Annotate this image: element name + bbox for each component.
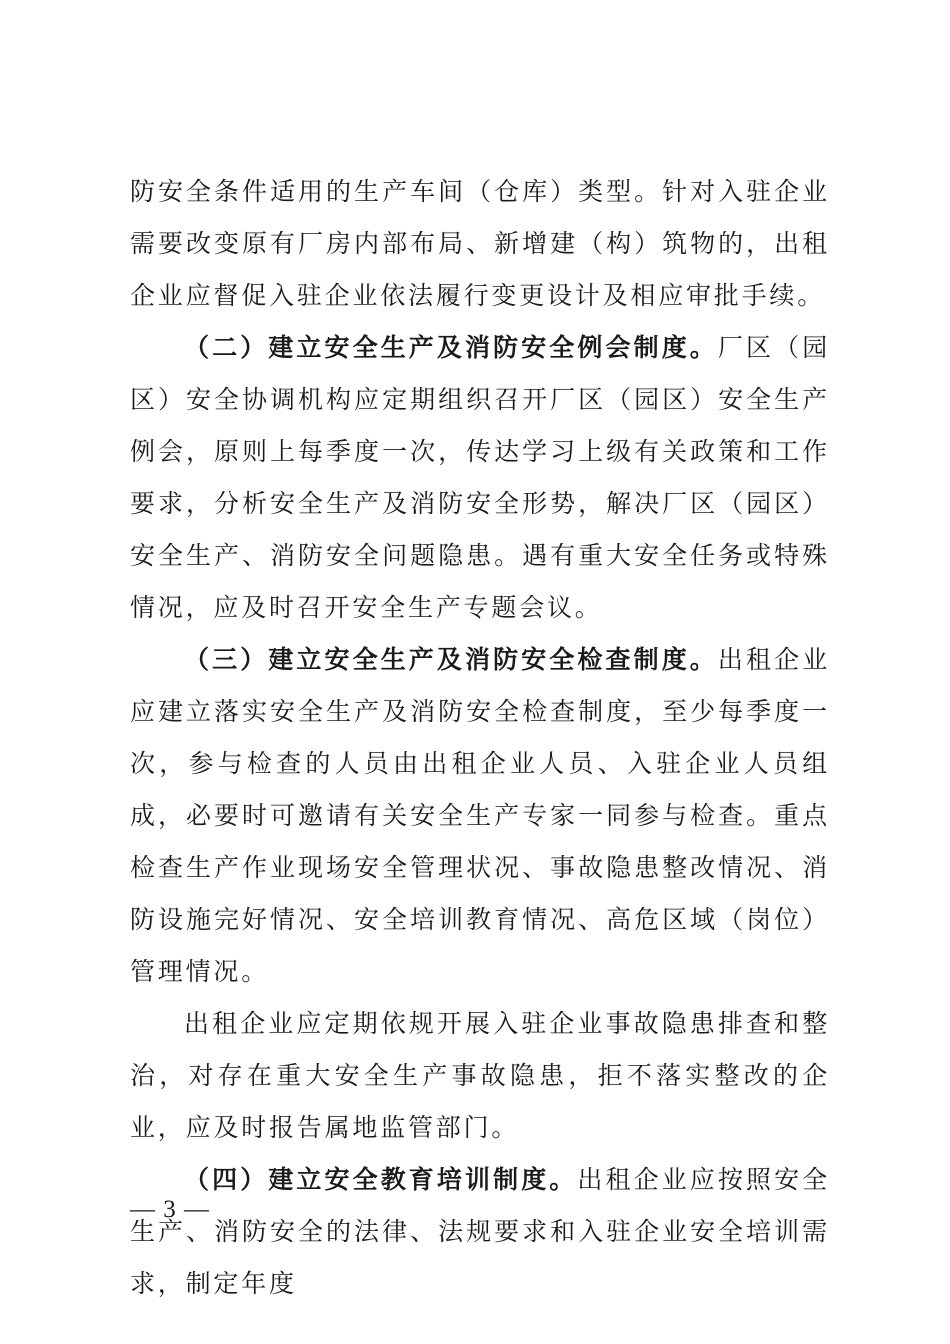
paragraph-section-3 xyxy=(130,634,830,998)
paragraph-section-4 xyxy=(130,1154,830,1310)
section-heading: （三）建立安全生产及消防安全检查制度。 xyxy=(184,645,718,674)
page-number: — 3 — xyxy=(130,1196,210,1223)
paragraph-text: 防安全条件适用的生产车间（仓库）类型。针对入驻企业需要改变原有厂房内部布局、新增建（构）筑物的，出租企业应督促入驻企业依法履行变更设计及相应审批手续。 xyxy=(130,177,830,310)
paragraph-continuation xyxy=(130,166,830,322)
paragraph-section-2 xyxy=(130,322,830,634)
section-heading: （二）建立安全生产及消防安全例会制度。 xyxy=(184,333,718,362)
paragraph-text: 出租企业应定期依规开展入驻企业事故隐患排查和整治，对存在重大安全生产事故隐患，拒不落实整改的企业，应及时报告属地监管部门。 xyxy=(130,1009,830,1142)
document-body xyxy=(130,166,830,1310)
section-heading: （四）建立安全教育培训制度。 xyxy=(184,1165,578,1194)
paragraph-text: 厂区（园区）安全协调机构应定期组织召开厂区（园区）安全生产例会，原则上每季度一次，传达学习上级有关政策和工作要求，分析安全生产及消防安全形势，解决厂区（园区）安全生产、消防安全问题隐患。遇有重大安全任务或特殊情况，应及时召开安全生产专题会议。 xyxy=(130,333,831,622)
paragraph-text: 出租企业应建立落实安全生产及消防安全检查制度，至少每季度一次，参与检查的人员由出租企业人员、入驻企业人员组成，必要时可邀请有关安全生产专家一同参与检查。重点检查生产作业现场安全管理状况、事故隐患整改情况、消防设施完好情况、安全培训教育情况、高危区域（岗位）管理情况。 xyxy=(130,645,831,986)
paragraph-text: 出租企业应按照安全生产、消防安全的法律、法规要求和入驻企业安全培训需求，制定年度 xyxy=(130,1165,831,1298)
paragraph-hazard-rectification xyxy=(130,998,830,1154)
